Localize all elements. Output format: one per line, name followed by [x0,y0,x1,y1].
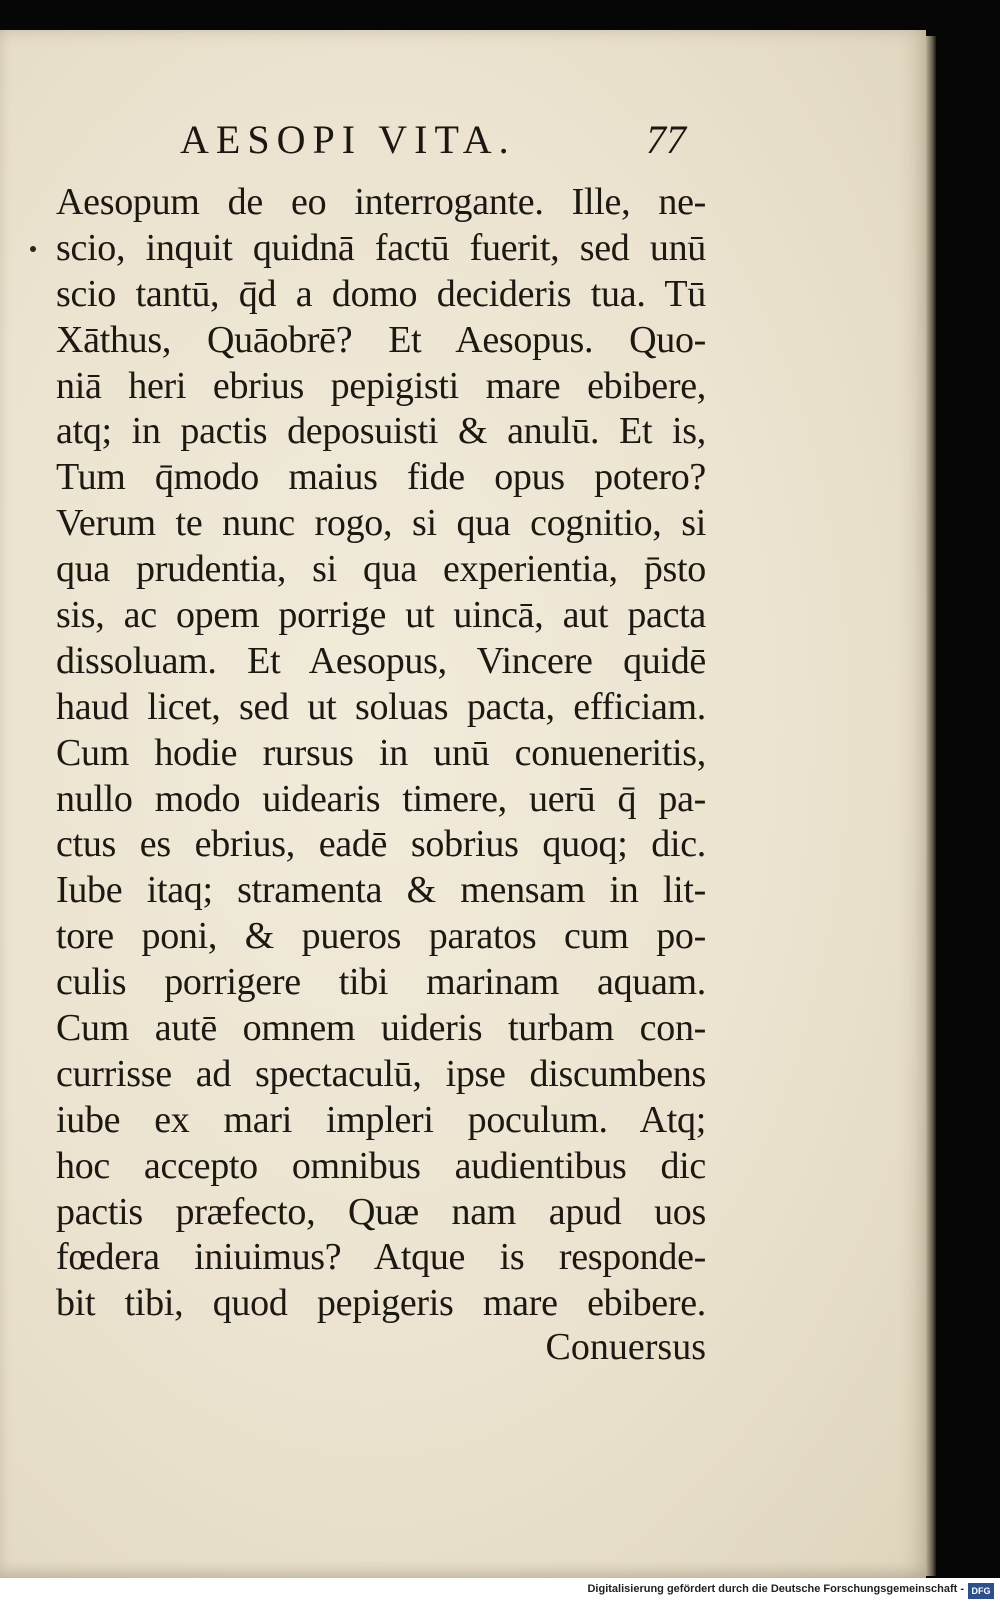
text-line: atq; in pactis deposuisti & anulū. Et is, [56,410,706,453]
text-line: Xāthus, Quāobrē? Et Aesopus. Quo- [56,318,706,361]
text-line: fœdera iniuimus? Atque is responde- [56,1236,706,1279]
text-line: haud licet, sed ut soluas pacta, efficiam. [56,685,706,728]
text-line: scio tantū, q̄d a domo decideris tua. Tū [56,272,706,315]
footer-bar [0,1578,1000,1605]
text-line: tore poni, & pueros paratos cum po- [56,915,706,958]
text-line: pactis præfecto, Quæ nam apud uos [56,1190,706,1233]
text-line: Cum autē omnem uideris turbam con- [56,1007,706,1050]
running-head [180,116,700,166]
dfg-logo-icon: DFG [968,1583,994,1599]
catchword: Conuersus [545,1326,706,1368]
text-line: sis, ac opem porrige ut uincā, aut pacta [56,594,706,637]
text-line: niā heri ebrius pepigisti mare ebibere, [56,364,706,407]
text-block [56,180,706,1327]
text-line: Tum q̄modo maius fide opus potero? [56,456,706,499]
text-line: nullo modo uidearis timere, uerū q̄ pa- [56,777,706,820]
text-line: iube ex mari impleri poculum. Atq; [56,1098,706,1141]
text-line: Aesopum de eo interrogante. Ille, ne- [56,181,706,223]
page-edge [926,36,936,1576]
text-line: qua prudentia, si qua experientia, p̄sto [56,548,706,591]
book-page [0,30,926,1578]
running-title: AESOPI VITA. [180,117,516,162]
text-line: Cum hodie rursus in unū conueneritis, [56,731,706,774]
footer-credit: Digitalisierung gefördert durch die Deutsche Forschungsgemeinschaft - [587,1583,964,1595]
text-line: Verum te nunc rogo, si qua cognitio, si [56,502,706,545]
text-line: Iube itaq; stramenta & mensam in lit- [56,869,706,912]
text-line: scio, inquit quidnā factū fuerit, sed unū [56,226,706,269]
text-line: culis porrigere tibi marinam aquam. [56,961,706,1004]
text-line: bit tibi, quod pepigeris mare ebibere. [56,1282,706,1325]
text-line: hoc accepto omnibus audientibus dic [56,1144,706,1187]
text-line: ctus es ebrius, eadē sobrius quoq; dic. [56,823,706,866]
text-line: currisse ad spectaculū, ipse discumbens [56,1052,706,1095]
margin-mark [30,246,36,252]
page-number: 77 [646,117,686,162]
text-line: dissoluam. Et Aesopus, Vincere quidē [56,639,706,682]
